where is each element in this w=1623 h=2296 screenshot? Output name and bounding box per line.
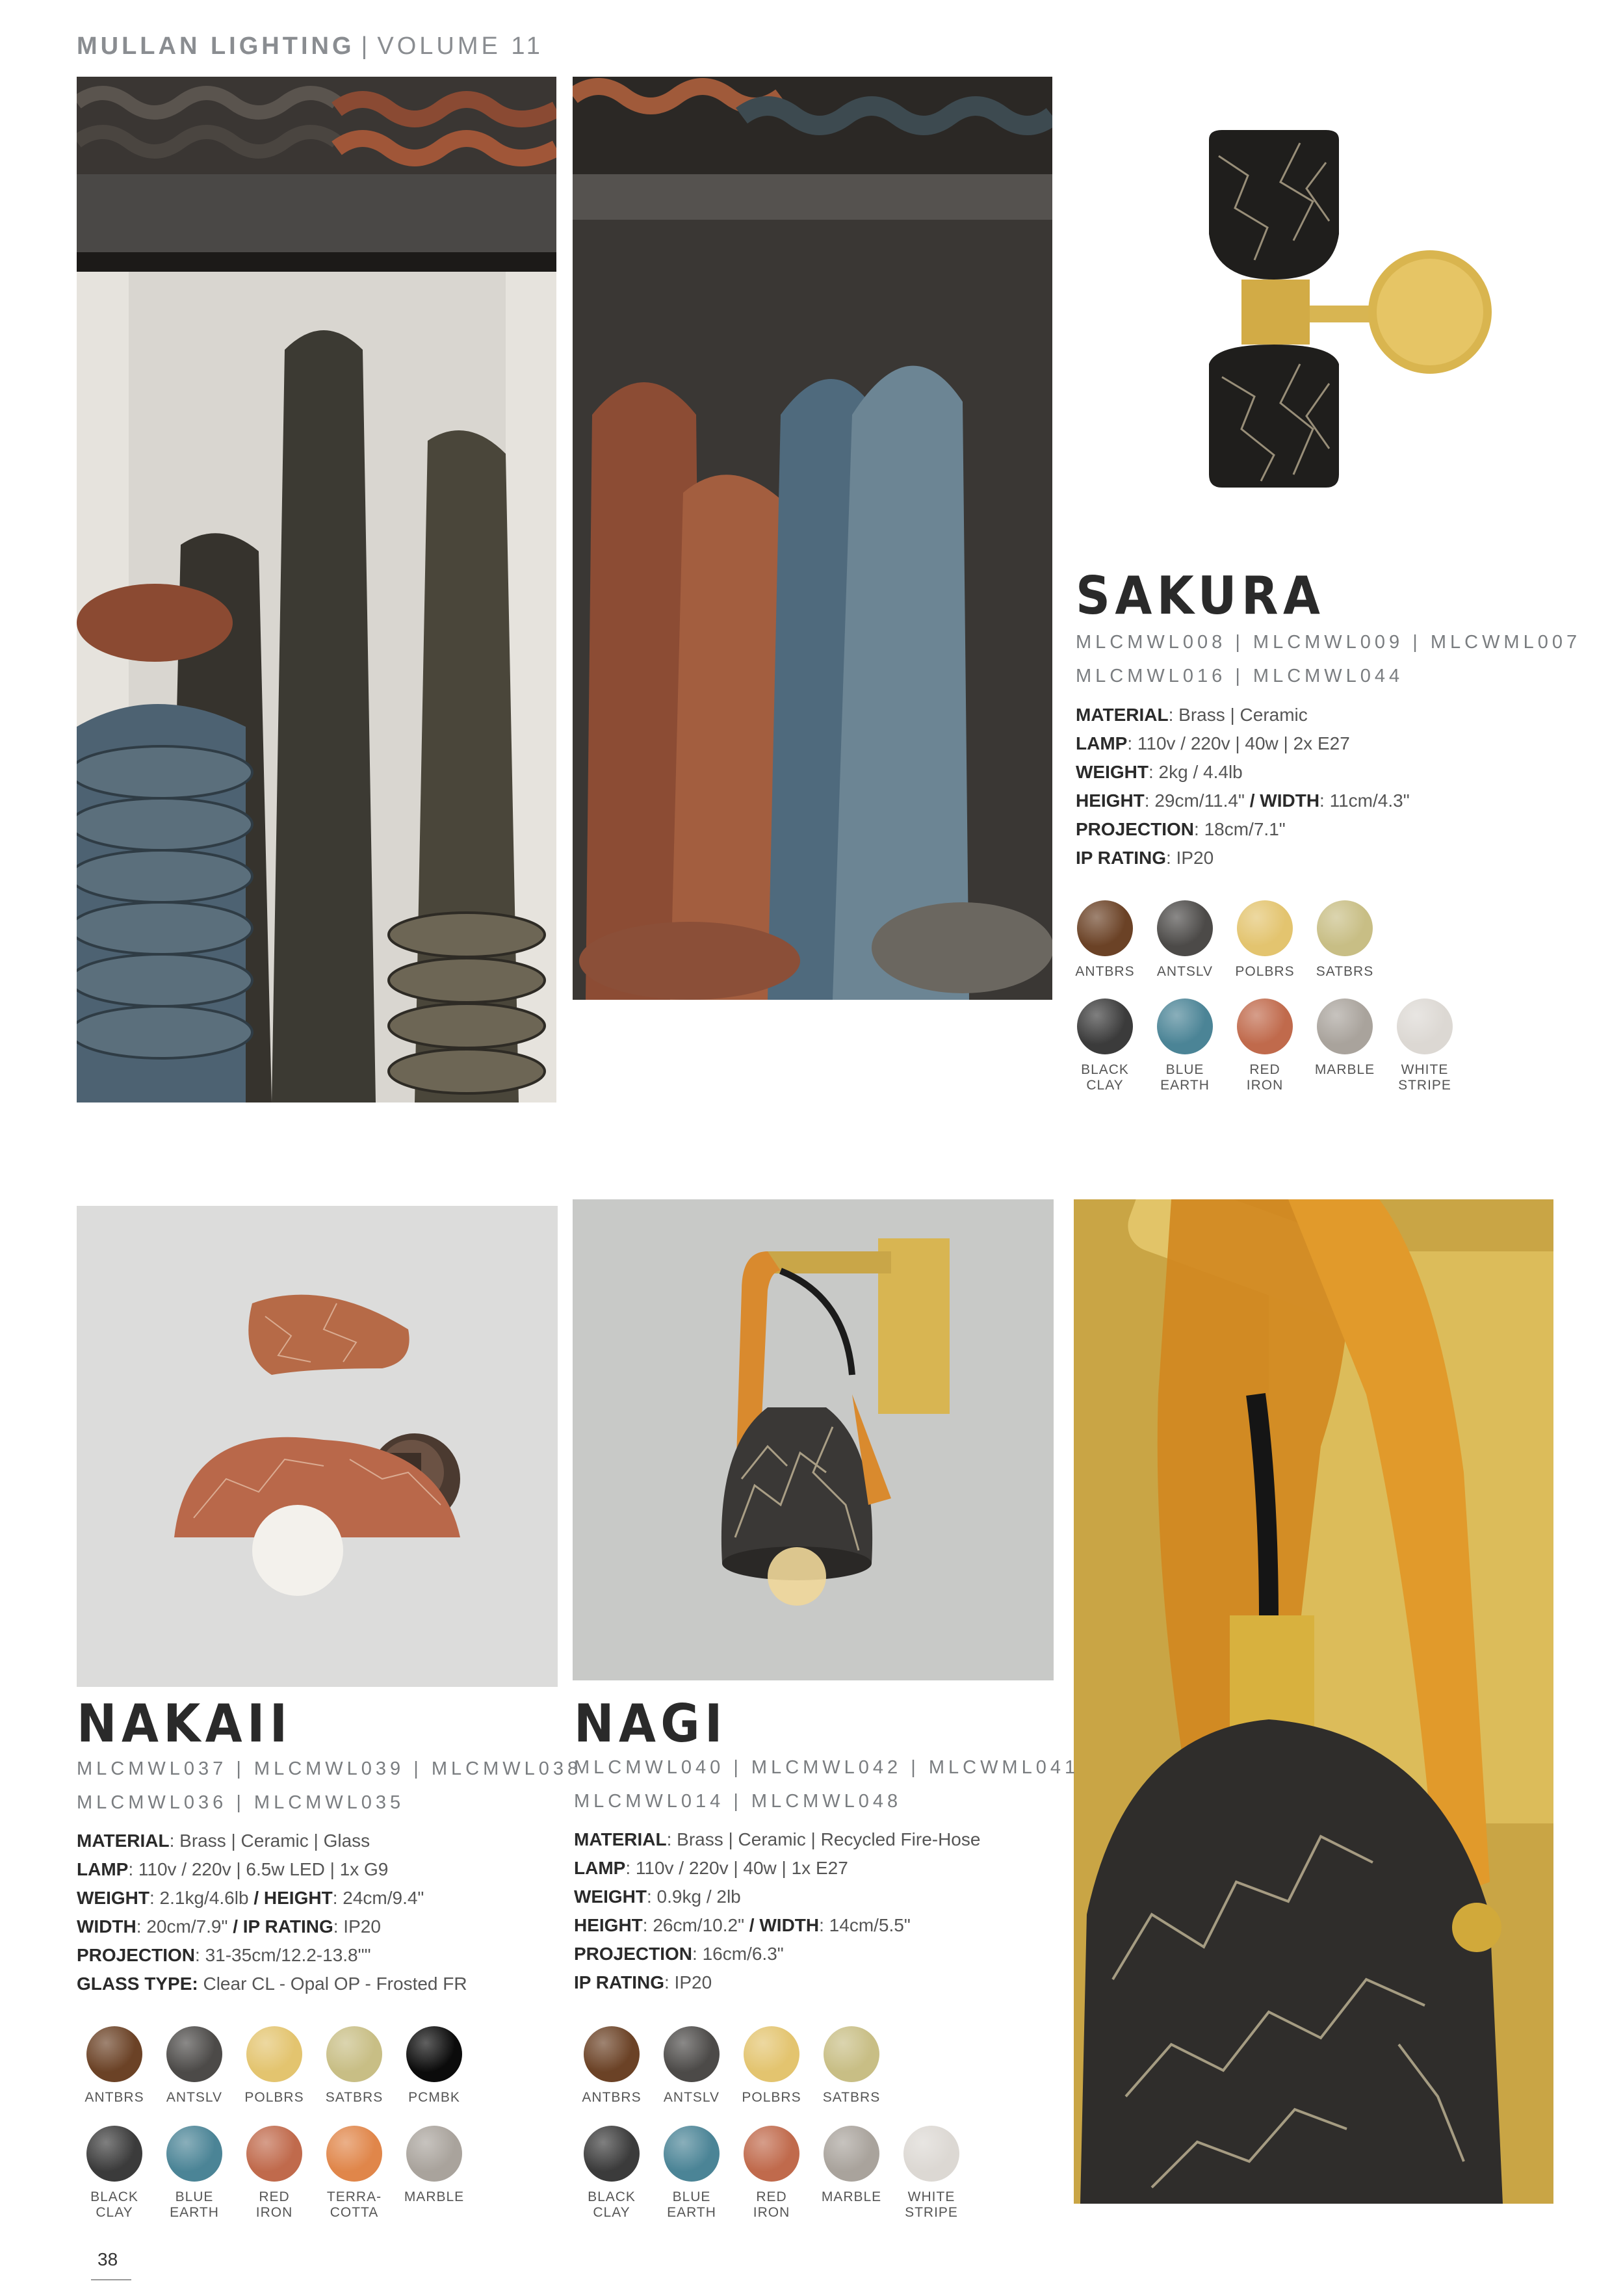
nagi-swatch-label: POLBRS: [742, 2090, 801, 2105]
nagi-swatch-satbrs: [824, 2026, 879, 2082]
nagi-spec-height-width: HEIGHT: 26cm/10.2" / WIDTH: 14cm/5.5": [574, 1915, 911, 1935]
sakura-title: SAKURA: [1076, 566, 1325, 626]
nagi-codes: [574, 1751, 1079, 1818]
nakaii-spec-lamp: LAMP: 110v / 220v | 6.5w LED | 1x G9: [77, 1859, 389, 1879]
nagi-swatch-label: MARBLE: [821, 2189, 882, 2204]
sakura-swatch-satbrs: [1317, 900, 1373, 956]
nakaii-swatch-antbrs: [86, 2026, 142, 2082]
header-separator: |: [361, 33, 371, 60]
nagi-swatch-label: WHITE STRIPE: [905, 2189, 958, 2220]
nakaii-title: NAKAII: [77, 1693, 292, 1754]
ceramics-shelf-illustration-left: [77, 77, 556, 1102]
sakura-lamp-illustration: [1105, 104, 1508, 533]
nagi-spec-projection: PROJECTION: 16cm/6.3": [574, 1944, 784, 1964]
nagi-spec-lamp: LAMP: 110v / 220v | 40w | 1x E27: [574, 1858, 848, 1878]
sakura-swatch-label: RED IRON: [1246, 1062, 1284, 1093]
nakaii-swatch-red: [246, 2126, 302, 2182]
nakaii-spec-projection: PROJECTION: 31-35cm/12.2-13.8"": [77, 1945, 371, 1965]
nagi-swatch-polbrs: [744, 2026, 799, 2082]
sakura-swatch-antslv: [1157, 900, 1213, 956]
nakaii-swatch-label: POLBRS: [244, 2090, 304, 2105]
sakura-spec-lamp: LAMP: 110v / 220v | 40w | 2x E27: [1076, 733, 1350, 753]
nagi-swatch-label: RED IRON: [753, 2189, 790, 2220]
nagi-swatch-red: [744, 2126, 799, 2182]
nakaii-swatch-label: SATBRS: [325, 2090, 383, 2105]
nakaii-swatch-antslv: [166, 2026, 222, 2082]
nagi-swatch-label: ANTSLV: [663, 2090, 720, 2105]
nakaii-swatch-label: BLACK CLAY: [90, 2189, 138, 2220]
sakura-product-photo: [1105, 104, 1508, 533]
sakura-spec-projection: PROJECTION: 18cm/7.1": [1076, 819, 1286, 839]
nakaii-swatch-marble: [406, 2126, 462, 2182]
nakaii-swatch-label: PCMBK: [408, 2090, 460, 2105]
nagi-swatch-label: ANTBRS: [582, 2090, 642, 2105]
sakura-swatch-label: WHITE STRIPE: [1398, 1062, 1451, 1093]
nakaii-spec-material: MATERIAL: Brass | Ceramic | Glass: [77, 1831, 370, 1851]
page-header: [77, 33, 543, 60]
page-number: 38: [97, 2249, 118, 2269]
nakaii-swatch-blue: [166, 2126, 222, 2182]
nagi-swatch-antslv: [664, 2026, 720, 2082]
nakaii-swatch-label: ANTSLV: [166, 2090, 223, 2105]
nakaii-product-photo: [77, 1206, 558, 1687]
sakura-swatch-red: [1237, 998, 1293, 1054]
nagi-swatch-marble: [824, 2126, 879, 2182]
sakura-swatch-polbrs: [1237, 900, 1293, 956]
ceramics-shelf-photo-left: [77, 77, 556, 1102]
nagi-spec-weight: WEIGHT: 0.9kg / 2lb: [574, 1886, 741, 1907]
brand-name: MULLAN LIGHTING: [77, 33, 355, 60]
nakaii-swatch-polbrs: [246, 2026, 302, 2082]
nakaii-swatch-label: RED IRON: [255, 2189, 293, 2220]
nagi-swatch-blue: [664, 2126, 720, 2182]
nakaii-swatch-pcmbk: [406, 2026, 462, 2082]
nakaii-swatch-satbrs: [326, 2026, 382, 2082]
nagi-swatch-label: BLUE EARTH: [667, 2189, 716, 2220]
sakura-spec-material: MATERIAL: Brass | Ceramic: [1076, 705, 1308, 725]
nakaii-swatch-label: BLUE EARTH: [170, 2189, 219, 2220]
nakaii-spec-weight-height: WEIGHT: 2.1kg/4.6lb / HEIGHT: 24cm/9.4": [77, 1888, 424, 1908]
sakura-spec-weight: WEIGHT: 2kg / 4.4lb: [1076, 762, 1243, 782]
nakaii-swatch-label: ANTBRS: [84, 2090, 144, 2105]
nagi-detail-illustration: [1074, 1199, 1553, 2204]
sakura-swatch-label: MARBLE: [1314, 1062, 1375, 1077]
ceramics-shelf-illustration-right: [573, 77, 1052, 1000]
nakaii-spec-width-ip: WIDTH: 20cm/7.9" / IP RATING: IP20: [77, 1916, 381, 1937]
nagi-spec-ip-rating: IP RATING: IP20: [574, 1972, 712, 1992]
nagi-swatch-label: BLACK CLAY: [588, 2189, 636, 2220]
nakaii-swatch-label: TERRA- COTTA: [326, 2189, 382, 2220]
sakura-swatch-label: BLUE EARTH: [1160, 1062, 1210, 1093]
sakura-swatch-blue: [1157, 998, 1213, 1054]
nagi-swatch-label: SATBRS: [822, 2090, 881, 2105]
nakaii-swatch-black: [86, 2126, 142, 2182]
nakaii-spec-glass-type: GLASS TYPE: Clear CL - Opal OP - Frosted FR: [77, 1974, 467, 1994]
nagi-specs: [574, 1825, 980, 1997]
nagi-codes-line-2: MLCMWL014 | MLCMWL048: [574, 1791, 902, 1812]
sakura-swatch-marble: [1317, 998, 1373, 1054]
sakura-swatch-white: [1397, 998, 1453, 1054]
ceramics-shelf-photo-right: [573, 77, 1052, 1000]
nakaii-codes-line-1: MLCMWL037 | MLCMWL039 | MLCMWL038: [77, 1758, 582, 1779]
nagi-codes-line-1: MLCMWL040 | MLCMWL042 | MLCWML041: [574, 1757, 1080, 1778]
sakura-swatch-antbrs: [1077, 900, 1133, 956]
sakura-specs: [1076, 701, 1410, 872]
nagi-lamp-illustration: [573, 1199, 1054, 1680]
sakura-spec-height-width: HEIGHT: 29cm/11.4" / WIDTH: 11cm/4.3": [1076, 790, 1410, 811]
sakura-codes-line-2: MLCMWL016 | MLCMWL044: [1076, 666, 1404, 686]
nagi-product-photo: [573, 1199, 1054, 1680]
sakura-swatch-label: ANTSLV: [1156, 964, 1214, 979]
nagi-spec-material: MATERIAL: Brass | Ceramic | Recycled Fire-Hose: [574, 1829, 981, 1849]
nakaii-codes-line-2: MLCMWL036 | MLCMWL035: [77, 1792, 405, 1813]
nakaii-lamp-illustration: [77, 1206, 558, 1687]
volume-label: VOLUME 11: [377, 33, 543, 60]
nagi-swatch-black: [584, 2126, 640, 2182]
sakura-codes-line-1: MLCMWL008 | MLCMWL009 | MLCWML007: [1076, 632, 1581, 653]
nagi-swatch-antbrs: [584, 2026, 640, 2082]
sakura-swatch-label: POLBRS: [1235, 964, 1295, 979]
nakaii-swatch-terra: [326, 2126, 382, 2182]
nagi-detail-photo: [1074, 1199, 1553, 2204]
page-number-rule: [91, 2279, 131, 2280]
nagi-swatch-white: [903, 2126, 959, 2182]
sakura-swatch-label: ANTBRS: [1075, 964, 1135, 979]
sakura-swatch-black: [1077, 998, 1133, 1054]
nakaii-swatch-label: MARBLE: [404, 2189, 465, 2204]
sakura-swatch-label: SATBRS: [1316, 964, 1374, 979]
nakaii-codes: [77, 1752, 582, 1820]
sakura-swatch-label: BLACK CLAY: [1081, 1062, 1129, 1093]
nagi-title: NAGI: [574, 1693, 727, 1754]
sakura-spec-ip-rating: IP RATING: IP20: [1076, 848, 1214, 868]
nakaii-specs: [77, 1827, 467, 1998]
sakura-codes: [1076, 625, 1581, 693]
